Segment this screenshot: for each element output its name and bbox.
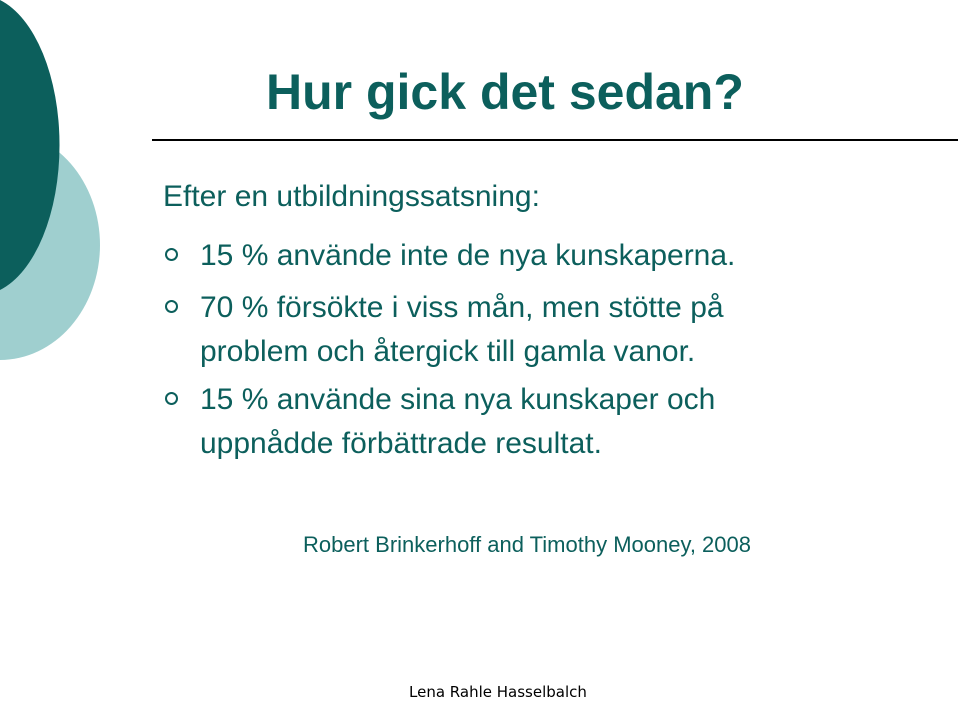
bullet-text-continued: uppnådde förbättrade resultat. — [200, 427, 602, 460]
hollow-circle-bullet-icon — [165, 300, 178, 313]
bullet-text: 15 % använde sina nya kunskaper och — [200, 383, 716, 416]
bullet-list — [163, 234, 943, 474]
bullet-item-1 — [163, 234, 943, 278]
intro-text: Efter en utbildningssatsning: — [163, 180, 540, 213]
bullet-item-3 — [163, 378, 943, 466]
bullet-text: 15 % använde inte de nya kunskaperna. — [200, 239, 736, 272]
slide-title: Hur gick det sedan? — [266, 64, 744, 120]
hollow-circle-bullet-icon — [165, 392, 178, 405]
bullet-text-continued: problem och återgick till gamla vanor. — [200, 335, 696, 368]
bullet-text: 70 % försökte i viss mån, men stötte på — [200, 291, 724, 324]
footer-author: Lena Rahle Hasselbalch — [409, 683, 587, 701]
title-divider — [152, 139, 958, 141]
bullet-item-2 — [163, 286, 943, 374]
citation-text: Robert Brinkerhoff and Timothy Mooney, 2008 — [303, 532, 751, 557]
hollow-circle-bullet-icon — [165, 248, 178, 261]
decorative-corner-shapes — [0, 0, 140, 380]
